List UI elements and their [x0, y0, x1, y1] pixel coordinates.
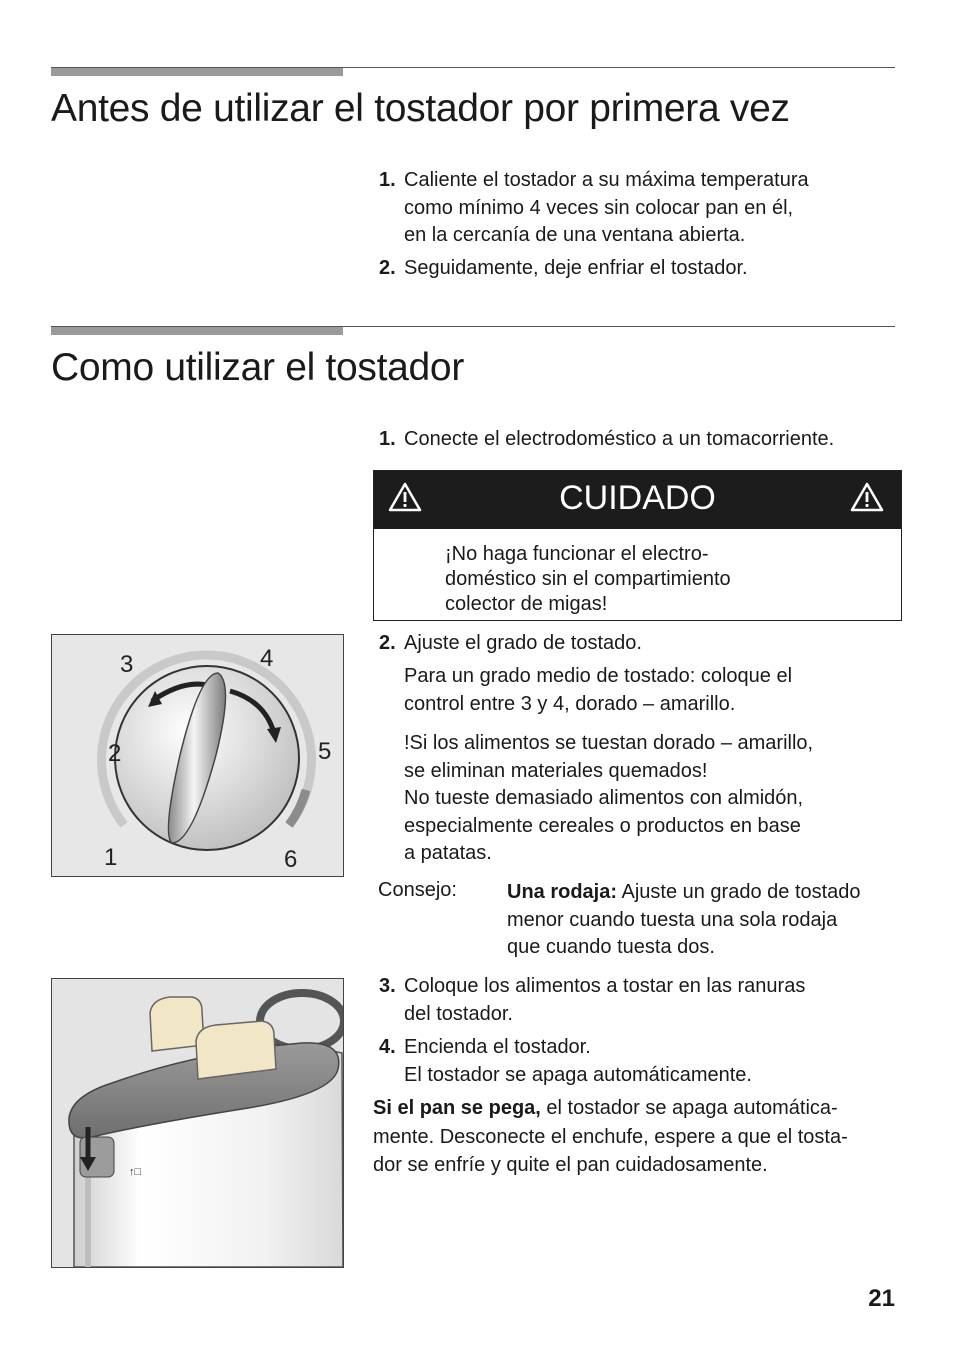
dial-label: 4	[260, 645, 274, 672]
step-number: 1.	[379, 428, 396, 450]
paragraph: Para un grado medio de tostado: coloque el control entre 3 y 4, dorado – amarillo.	[404, 665, 793, 715]
step-number: 1.	[379, 169, 396, 191]
step-number: 4.	[379, 1036, 396, 1058]
paragraph: !Si los alimentos se tuestan dorado – amarillo, se eliminan materiales quemados! No tueste demasiado alimentos con almidón, especialmente cereales o productos en base a patatas.	[404, 732, 814, 864]
section-rule-thin	[51, 67, 895, 68]
tip-text: Una rodaja: Ajuste un grado de tostado menor cuando tuesta una sola rodaja que cuando tuesta dos.	[507, 881, 861, 958]
section-rule-thick	[51, 67, 343, 76]
dial-label: 6	[284, 846, 298, 873]
dial-label: 5	[318, 738, 332, 765]
toaster-figure	[51, 978, 344, 1268]
step-number: 3.	[379, 975, 396, 997]
warning-triangle-icon	[849, 481, 885, 513]
list-item: 2. Ajuste el grado de tostado.	[379, 630, 642, 658]
warning-box	[373, 470, 902, 621]
list-item: 3. Coloque los alimentos a tostar en las ranuras del tostador.	[379, 975, 806, 1025]
list-item: 1. Caliente el tostador a su máxima temperatura como mínimo 4 veces sin colocar pan en él, en la cercanía de una ventana abierta.	[379, 169, 809, 246]
step-number: 2.	[379, 257, 396, 279]
tip-label: Consejo:	[378, 879, 457, 901]
warning-header	[374, 471, 901, 529]
section-title-how-to-use: Como utilizar el tostador	[51, 346, 465, 389]
stuck-bread-paragraph: Si el pan se pega, el tostador se apaga automática- mente. Desconecte el enchufe, espere a que el tosta- dor se enfríe y quite el pan cuidadosamente.	[373, 1097, 848, 1176]
list-item: 2. Seguidamente, deje enfriar el tostador.	[379, 255, 748, 283]
section-rule-thin	[51, 326, 895, 327]
warning-text: ¡No haga funcionar el electro- doméstico sin el compartimiento colector de migas!	[445, 543, 731, 615]
dial-label: 3	[120, 651, 134, 678]
dial-label: 2	[108, 740, 122, 767]
step-number: 2.	[379, 632, 396, 654]
warning-title: CUIDADO	[559, 479, 716, 517]
list-item: 1. Conecte el electrodoméstico a un tomacorriente.	[379, 426, 834, 454]
list-item: 4. Encienda el tostador. El tostador se apaga automáticamente.	[379, 1036, 752, 1086]
lever-symbol: ↑□	[129, 1166, 142, 1178]
section-title-first-use: Antes de utilizar el tostador por primera vez	[51, 87, 790, 130]
toaster-illustration	[52, 979, 343, 1267]
section-rule-thick	[51, 326, 343, 335]
browning-dial-figure	[51, 634, 344, 877]
dial-label: 1	[104, 844, 118, 871]
dial-illustration	[52, 635, 343, 876]
page-number: 21	[868, 1285, 895, 1312]
